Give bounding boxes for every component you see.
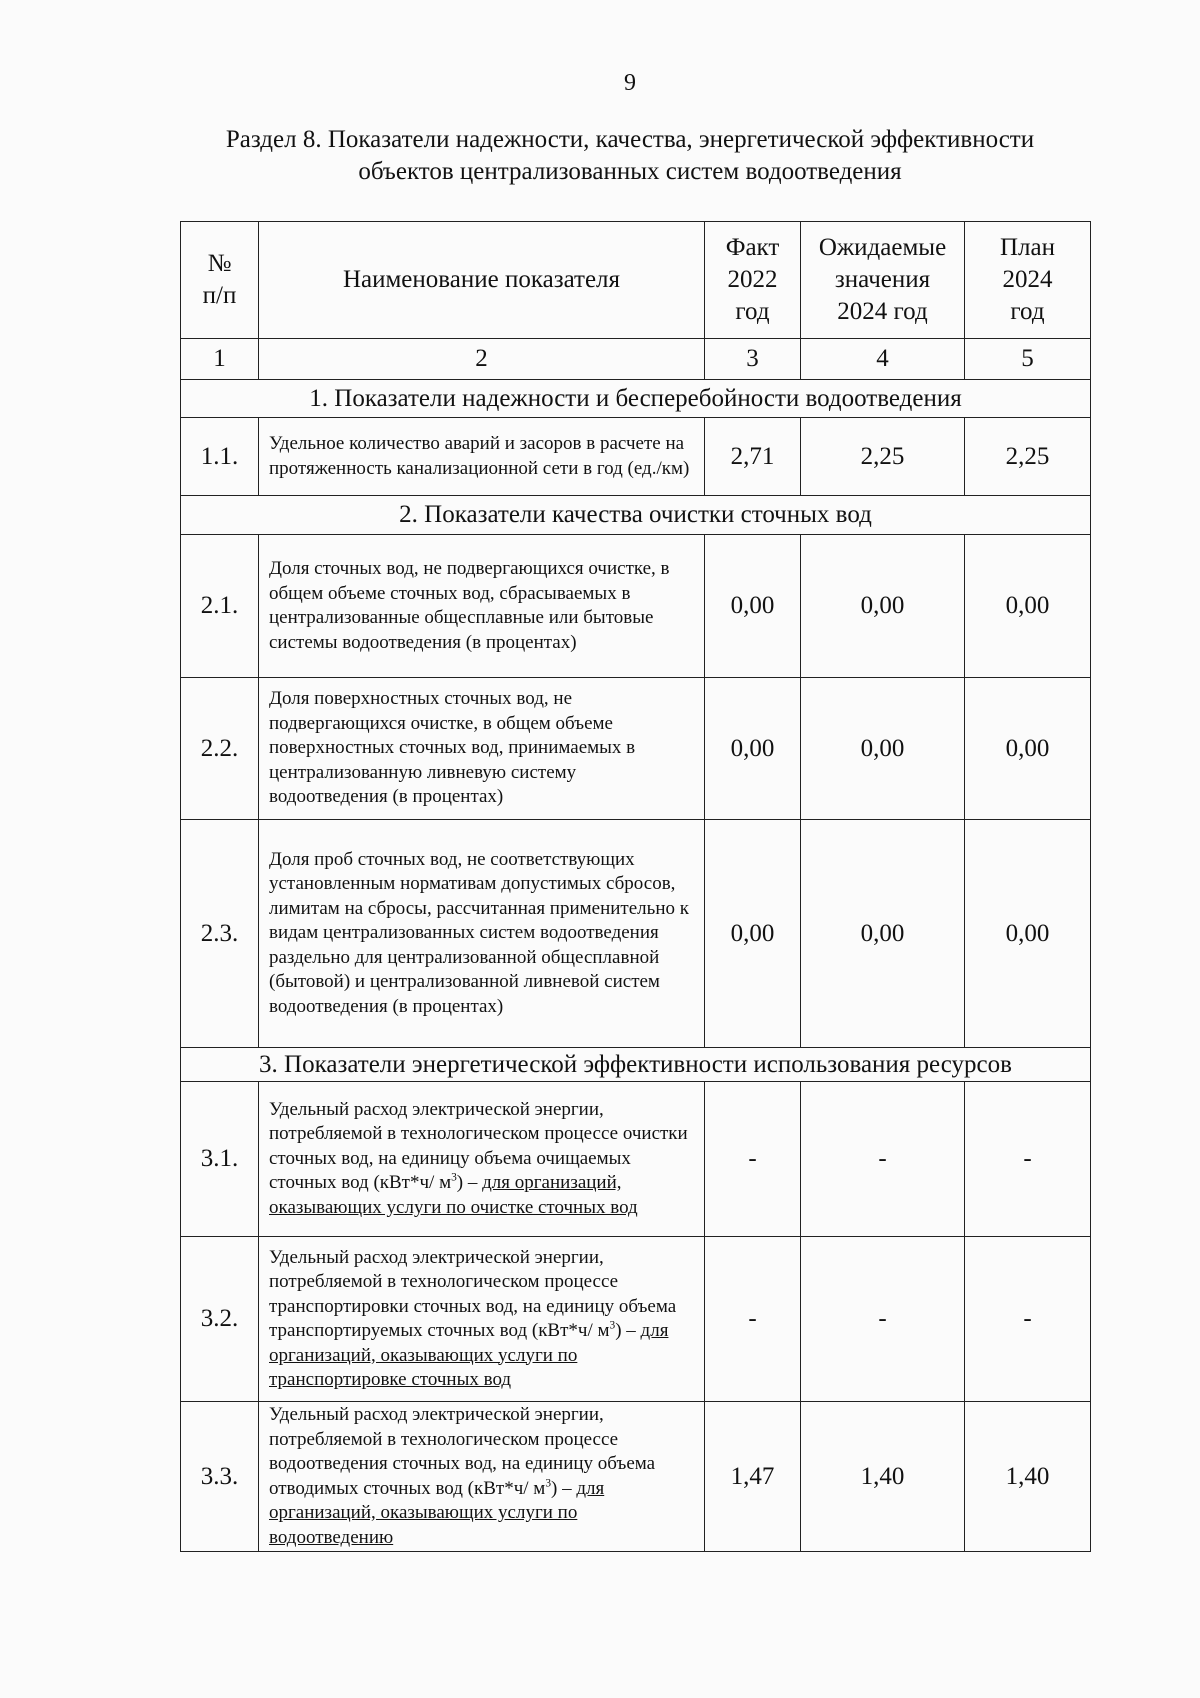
unit-superscript: 3 [609, 1319, 616, 1332]
plan-2024-value: - [965, 1082, 1091, 1237]
expected-2024-value: 0,00 [801, 678, 965, 820]
header-indicator-name: Наименование показателя [259, 222, 705, 339]
plan-2024-value: 1,40 [965, 1402, 1091, 1552]
section-row [181, 1048, 1091, 1082]
row-number: 3.3. [181, 1402, 259, 1552]
table-row [181, 1237, 1091, 1402]
table-row [181, 418, 1091, 496]
header-plan-2024: План 2024 год [965, 222, 1091, 339]
plan-2024-value: 0,00 [965, 820, 1091, 1048]
expected-2024-value: 1,40 [801, 1402, 965, 1552]
section-title-cell: 1. Показатели надежности и бесперебойности водоотведения [181, 380, 1091, 418]
row-number: 3.1. [181, 1082, 259, 1237]
plan-2024-value: 0,00 [965, 535, 1091, 678]
column-number-4: 4 [801, 339, 965, 380]
fact-2022-value: 2,71 [705, 418, 801, 496]
indicators-table [180, 221, 1091, 1552]
indicator-name: Доля проб сточных вод, не соответствующих установленным нормативам допустимых сбросов, лимитам на сбросы, рассчитанная применительно к видам централизованных систем водоотведения раздельно для централизованной общесплавной (бытовой) и централизованной ливневой систем водоотведения (в процентах) [259, 820, 705, 1048]
expected-2024-value: 2,25 [801, 418, 965, 496]
header-number: № п/п [181, 222, 259, 339]
plan-2024-value: 0,00 [965, 678, 1091, 820]
unit-superscript: 3 [451, 1171, 457, 1184]
header-fact-2022: Факт 2022 год [705, 222, 801, 339]
indicator-name: Удельное количество аварий и засоров в расчете на протяженность канализационной сети в год (ед./км) [259, 418, 705, 496]
column-number-3: 3 [705, 339, 801, 380]
section-title [130, 124, 1130, 188]
indicator-name: Доля поверхностных сточных вод, не подвергающихся очистке, в общем объеме поверхностных сточных вод, принимаемых в централизованную ливневую систему водоотведения (в процентах) [259, 678, 705, 820]
row-number: 2.3. [181, 820, 259, 1048]
expected-2024-value: 0,00 [801, 535, 965, 678]
column-numbers-row [181, 339, 1091, 380]
section-row [181, 496, 1091, 535]
fact-2022-value: - [705, 1237, 801, 1402]
expected-2024-value: - [801, 1082, 965, 1237]
unit-superscript: 3 [545, 1477, 552, 1490]
expected-2024-value: - [801, 1237, 965, 1402]
expected-2024-value: 0,00 [801, 820, 965, 1048]
section-title-cell: 2. Показатели качества очистки сточных вод [181, 496, 1091, 535]
indicator-scope-underlined: для организаций, оказывающих услуги по очистке сточных вод [269, 1172, 638, 1218]
column-number-5: 5 [965, 339, 1091, 380]
row-number: 2.1. [181, 535, 259, 678]
indicator-name: Удельный расход электрической энергии, потребляемой в технологическом процессе очистки сточных вод, на единицу объема очищаемых сточных вод (кВт*ч/ $м^3$) – для организаций, оказывающих услуги по очистке сточных вод [259, 1082, 705, 1237]
row-number: 2.2. [181, 678, 259, 820]
table-row [181, 1082, 1091, 1237]
column-number-2: 2 [259, 339, 705, 380]
section-row [181, 380, 1091, 418]
row-number: 3.2. [181, 1237, 259, 1402]
section-title-cell: 3. Показатели энергетической эффективности использования ресурсов [181, 1048, 1091, 1082]
header-expected-2024: Ожидаемые значения 2024 год [801, 222, 965, 339]
column-number-1: 1 [181, 339, 259, 380]
table-row [181, 678, 1091, 820]
fact-2022-value: 0,00 [705, 820, 801, 1048]
table-row [181, 1402, 1091, 1552]
row-number: 1.1. [181, 418, 259, 496]
fact-2022-value: 0,00 [705, 535, 801, 678]
indicator-scope-underlined: для организаций, оказывающих услуги по водоотведению [269, 1477, 605, 1548]
section-title-line-2: объектов централизованных систем водоотведения [358, 158, 902, 185]
table-header-row [181, 222, 1091, 339]
fact-2022-value: 0,00 [705, 678, 801, 820]
page-number: 9 [624, 70, 636, 96]
plan-2024-value: 2,25 [965, 418, 1091, 496]
fact-2022-value: - [705, 1082, 801, 1237]
indicator-name: Удельный расход электрической энергии, потребляемой в технологическом процессе водоотведения сточных вод, на единицу объема отводимых сточных вод (кВт*ч/ $м^3$) – для организаций, оказывающих услуги по водоотведению [259, 1402, 705, 1552]
fact-2022-value: 1,47 [705, 1402, 801, 1552]
indicator-scope-underlined: для организаций, оказывающих услуги по транспортировке сточных вод [269, 1320, 669, 1390]
indicator-name: Удельный расход электрической энергии, потребляемой в технологическом процессе транспортировки сточных вод, на единицу объема транспортируемых сточных вод (кВт*ч/ $м^3$) – для организаций, оказывающих услуги по транспортировке сточных вод [259, 1237, 705, 1402]
plan-2024-value: - [965, 1237, 1091, 1402]
section-title-line-1: Раздел 8. Показатели надежности, качества, энергетической эффективности [225, 126, 1035, 153]
indicator-name: Доля сточных вод, не подвергающихся очистке, в общем объеме сточных вод, сбрасываемых в централизованные общесплавные или бытовые системы водоотведения (в процентах) [259, 535, 705, 678]
table-row [181, 820, 1091, 1048]
table-row [181, 535, 1091, 678]
